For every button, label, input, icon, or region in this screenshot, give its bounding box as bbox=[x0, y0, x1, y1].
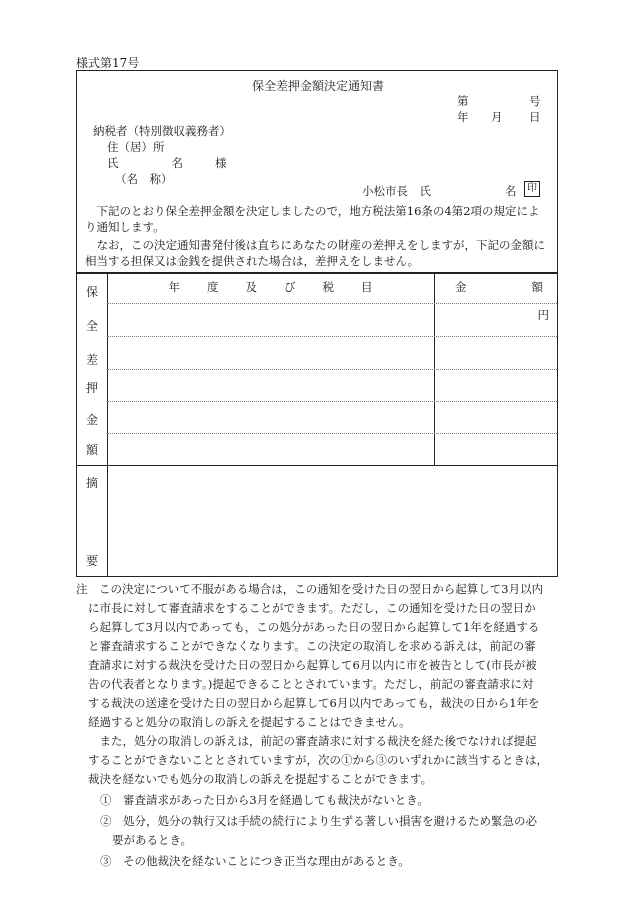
header-char: 額 bbox=[531, 280, 543, 294]
amount-table bbox=[76, 272, 558, 466]
side-char: 金 bbox=[85, 413, 98, 427]
note-line: することができないこととされていますが，次の①から③のいずれかに該当するときは， bbox=[88, 753, 548, 767]
date-month-label: 月 bbox=[491, 110, 503, 124]
header-char: 及 bbox=[245, 280, 257, 294]
name-label bbox=[107, 155, 183, 171]
mayor-name-label: 名 bbox=[505, 184, 517, 198]
side-char: 摘 bbox=[85, 476, 98, 490]
sama-label: 様 bbox=[215, 156, 227, 170]
side-char: 全 bbox=[85, 319, 98, 333]
document-title: 保全差押金額決定通知書 bbox=[252, 79, 385, 93]
side-char: 要 bbox=[85, 554, 98, 568]
row-divider bbox=[107, 336, 557, 337]
header-char: 税 bbox=[322, 280, 334, 294]
side-char: 額 bbox=[85, 443, 98, 457]
mayor-label: 小松市長 氏 bbox=[362, 184, 431, 198]
note-line: 要があるとき。 bbox=[112, 833, 193, 847]
row-divider bbox=[107, 369, 557, 370]
row-divider bbox=[107, 401, 557, 402]
note-line: また，処分の取消しの訴えは，前記の審査請求に対する裁決を経た後でなければ提起 bbox=[88, 734, 537, 748]
number-gou-label: 号 bbox=[529, 94, 541, 108]
number-dai-label: 第 bbox=[457, 94, 469, 108]
note-line: する裁決の送達を受けた日の翌日から起算して6月以内であっても，裁決の日から1年を bbox=[88, 696, 540, 710]
seal-stamp: 印 bbox=[524, 181, 540, 197]
yen-unit: 円 bbox=[537, 308, 549, 322]
date-year-label: 年 bbox=[457, 110, 469, 124]
row-divider bbox=[107, 303, 557, 304]
notice-paragraph-2: なお，この決定通知書発付後は直ちにあなたの財産の差押えをしますが，下記の金額に相当する担保又は金銭を提供された場合は，差押えをしません。 bbox=[85, 238, 545, 268]
header-char: 年 bbox=[168, 280, 180, 294]
note-line: と審査請求することができなくなります。この決定の取消しを求める訴えは，前記の審 bbox=[88, 639, 536, 653]
year-tax-header bbox=[107, 273, 434, 301]
note-line: 査請求に対する裁決を受けた日の翌日から起算して6月以内に市を被告として(市長が被 bbox=[88, 658, 537, 672]
note-line: 裁決を経ないでも処分の取消しの訴えを提起することができます。 bbox=[88, 772, 433, 786]
notice-paragraph-1: 下記のとおり保全差押金額を決定しましたので，地方税法第16条の4第2項の規定により通知します。 bbox=[85, 204, 540, 234]
header-char: 目 bbox=[361, 280, 373, 294]
header-char: 度 bbox=[207, 280, 219, 294]
side-char: 保 bbox=[85, 285, 98, 299]
note-line: ② 処分，処分の執行又は手続の続行により生ずる著しい損害を避けるため緊急の必 bbox=[100, 814, 537, 828]
note-line: 注 この決定について不服がある場合は，この通知を受けた日の翌日から起算して3月以内 bbox=[76, 582, 544, 596]
amount-side-label bbox=[77, 273, 108, 465]
side-char: 差 bbox=[85, 353, 98, 367]
amount-header bbox=[435, 273, 557, 301]
note-line: ① 審査請求があった日から3月を経過しても裁決がないとき。 bbox=[100, 793, 429, 807]
note-line: 経過すると処分の取消しの訴えを提起することはできません。 bbox=[88, 715, 411, 729]
remarks-side-label bbox=[77, 464, 108, 576]
note-line: に市長に対して審査請求をすることができます。ただし，この通知を受けた日の翌日か bbox=[88, 601, 536, 615]
form-number: 様式第17号 bbox=[76, 56, 140, 70]
taxpayer-label: 納税者（特別徴収義務者） bbox=[93, 124, 231, 138]
note-line: ③ その他裁決を経ないことにつき正当な理由があるとき。 bbox=[100, 854, 410, 868]
note-line: 告の代表者となります。)提起できることとされています。ただし，前記の審査請求に対 bbox=[88, 677, 534, 691]
header-char: び bbox=[284, 280, 296, 294]
name-shi: 氏 bbox=[107, 156, 119, 170]
date-day-label: 日 bbox=[529, 110, 541, 124]
note-line: ら起算して3月以内であっても，この処分があった日の翌日から起算して1年を経過する bbox=[88, 620, 540, 634]
notice-box bbox=[76, 70, 558, 274]
side-char: 押 bbox=[85, 381, 98, 395]
remarks-box bbox=[76, 464, 558, 577]
address-label: 住（居）所 bbox=[107, 140, 165, 154]
company-name-label: （名 称） bbox=[115, 172, 173, 186]
name-mei: 名 bbox=[171, 156, 183, 170]
row-divider bbox=[107, 433, 557, 434]
header-char: 金 bbox=[455, 280, 467, 294]
